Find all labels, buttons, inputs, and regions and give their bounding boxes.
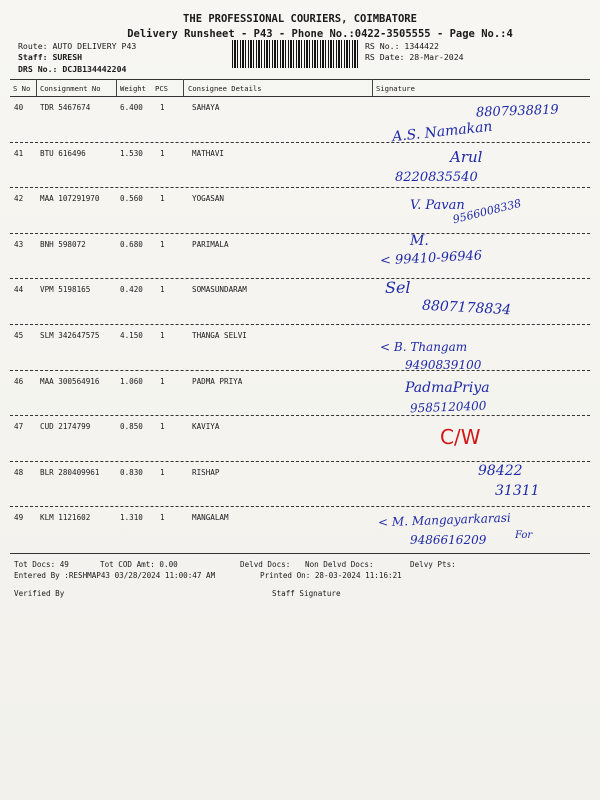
table-row bbox=[10, 234, 590, 280]
col-header-sno: S No bbox=[13, 84, 31, 93]
company-name: THE PROFESSIONAL COURIERS, COIMBATORE bbox=[183, 13, 417, 25]
table-bottom-rule bbox=[10, 553, 590, 554]
row-pieces: 1 bbox=[160, 194, 165, 204]
signature-text: 9566008338 bbox=[451, 196, 523, 227]
signature-text: 8807178834 bbox=[421, 297, 512, 319]
row-pieces: 1 bbox=[160, 376, 165, 386]
row-consignment-number: KLM 1121602 bbox=[40, 513, 91, 523]
signature-text: 9585120400 bbox=[409, 398, 487, 416]
signature-text: < M. Mangayarkarasi bbox=[377, 510, 511, 530]
staff-signature: Staff Signature bbox=[272, 589, 341, 598]
drs-number: DRS No.: DCJB134442204 bbox=[18, 64, 127, 74]
row-consignment-number: BNH 598072 bbox=[40, 239, 86, 249]
row-serial-number: 46 bbox=[14, 376, 24, 386]
signature-text: V. Pavan bbox=[410, 198, 465, 213]
signature-text: M. bbox=[410, 233, 429, 249]
entered-by: Entered By :RESHMAP43 03/28/2024 11:00:47 AM bbox=[14, 571, 216, 580]
row-serial-number: 41 bbox=[14, 148, 24, 158]
column-divider bbox=[183, 79, 184, 96]
row-consignment-number: MAA 300564916 bbox=[40, 376, 100, 386]
verified-by: Verified By bbox=[14, 589, 65, 598]
row-weight: 0.560 bbox=[120, 194, 143, 204]
row-consignee: MANGALAM bbox=[192, 513, 229, 523]
row-serial-number: 48 bbox=[14, 467, 24, 477]
signature-text: 98422 bbox=[478, 463, 523, 479]
col-header-pcs: PCS bbox=[155, 84, 168, 93]
signature-text: C/W bbox=[440, 425, 481, 449]
delivered-docs: Delvd Docs: bbox=[240, 560, 291, 569]
row-consignment-number: TDR 5467674 bbox=[40, 103, 91, 112]
signature-text: 9490839100 bbox=[405, 358, 482, 372]
row-consignment-number: MAA 107291970 bbox=[40, 194, 100, 204]
signature-text: < B. Thangam bbox=[380, 340, 468, 354]
row-consignment-number: CUD 2174799 bbox=[40, 422, 91, 432]
row-weight: 1.310 bbox=[120, 513, 143, 523]
row-pieces: 1 bbox=[160, 148, 165, 158]
row-pieces: 1 bbox=[160, 513, 165, 523]
row-serial-number: 47 bbox=[14, 422, 24, 432]
row-consignment-number: VPM 5198165 bbox=[40, 285, 91, 295]
row-consignee: THANGA SELVI bbox=[192, 331, 247, 340]
signature-text: A.S. Namakan bbox=[391, 118, 494, 146]
row-weight: 4.150 bbox=[120, 331, 143, 340]
row-consignee: KAVIYA bbox=[192, 422, 220, 432]
printed-on: Printed On: 28-03-2024 11:16:21 bbox=[260, 571, 402, 580]
table-row bbox=[10, 416, 590, 462]
row-serial-number: 40 bbox=[14, 103, 24, 112]
row-serial-number: 45 bbox=[14, 331, 24, 340]
row-consignee: SOMASUNDARAM bbox=[192, 285, 247, 295]
row-serial-number: 44 bbox=[14, 285, 24, 295]
row-weight: 0.850 bbox=[120, 422, 143, 432]
row-consignment-number: BLR 280409961 bbox=[40, 467, 100, 477]
signature-text: PadmaPriya bbox=[405, 380, 490, 396]
signature-text: For bbox=[515, 530, 533, 541]
row-pieces: 1 bbox=[160, 422, 165, 432]
col-header-weight: Weight bbox=[120, 84, 146, 93]
row-consignee: PADMA PRIYA bbox=[192, 376, 243, 386]
row-pieces: 1 bbox=[160, 285, 165, 295]
runsheet-title: Delivery Runsheet - P43 - Phone No.:0422-3505555 - Page No.:4 bbox=[127, 28, 513, 40]
row-consignee: SAHAYA bbox=[192, 103, 220, 112]
column-divider bbox=[116, 79, 117, 96]
delivery-points: Delvy Pts: bbox=[410, 560, 456, 569]
row-consignee: YOGASAN bbox=[192, 194, 225, 204]
row-consignee: RISHAP bbox=[192, 467, 220, 477]
row-weight: 0.420 bbox=[120, 285, 143, 295]
rs-date: RS Date: 28-Mar-2024 bbox=[365, 52, 464, 62]
row-consignment-number: BTU 616496 bbox=[40, 148, 86, 158]
signature-text: Sel bbox=[385, 278, 411, 297]
signature-text: < 99410-96946 bbox=[379, 248, 483, 269]
row-weight: 1.530 bbox=[120, 148, 143, 158]
row-pieces: 1 bbox=[160, 239, 165, 249]
total-docs: Tot Docs: 49 bbox=[14, 560, 69, 569]
row-serial-number: 42 bbox=[14, 194, 24, 204]
rs-number: RS No.: 1344422 bbox=[365, 41, 439, 51]
route-label: Route: AUTO DELIVERY P43 bbox=[18, 41, 137, 51]
column-divider bbox=[372, 79, 373, 96]
row-weight: 6.400 bbox=[120, 103, 143, 112]
row-weight: 0.830 bbox=[120, 467, 143, 477]
signature-text: 8220835540 bbox=[395, 170, 478, 185]
row-consignee: PARIMALA bbox=[192, 239, 229, 249]
row-consignee: MATHAVI bbox=[192, 148, 225, 158]
col-header-signature: Signature bbox=[376, 84, 415, 93]
row-weight: 1.060 bbox=[120, 376, 143, 386]
col-header-consignee: Consignee Details bbox=[188, 84, 262, 93]
row-serial-number: 49 bbox=[14, 513, 24, 523]
table-top-rule bbox=[10, 79, 590, 80]
signature-text: 9486616209 bbox=[410, 533, 487, 547]
non-delivered-docs: Non Delvd Docs: bbox=[305, 560, 374, 569]
row-weight: 0.680 bbox=[120, 239, 143, 249]
signature-text: Arul bbox=[450, 148, 483, 166]
row-pieces: 1 bbox=[160, 467, 165, 477]
row-consignment-number: SLM 342647575 bbox=[40, 331, 100, 340]
column-divider bbox=[36, 79, 37, 96]
row-pieces: 1 bbox=[160, 331, 165, 340]
row-serial-number: 43 bbox=[14, 239, 24, 249]
barcode bbox=[232, 40, 360, 68]
col-header-consignment: Consignment No bbox=[40, 84, 101, 93]
signature-text: 8807938819 bbox=[475, 102, 559, 121]
total-cod-amount: Tot COD Amt: 0.00 bbox=[100, 560, 178, 569]
staff-label: Staff: SURESH bbox=[18, 52, 83, 62]
signature-text: 31311 bbox=[495, 483, 540, 499]
row-pieces: 1 bbox=[160, 103, 165, 112]
table-row bbox=[10, 143, 590, 189]
